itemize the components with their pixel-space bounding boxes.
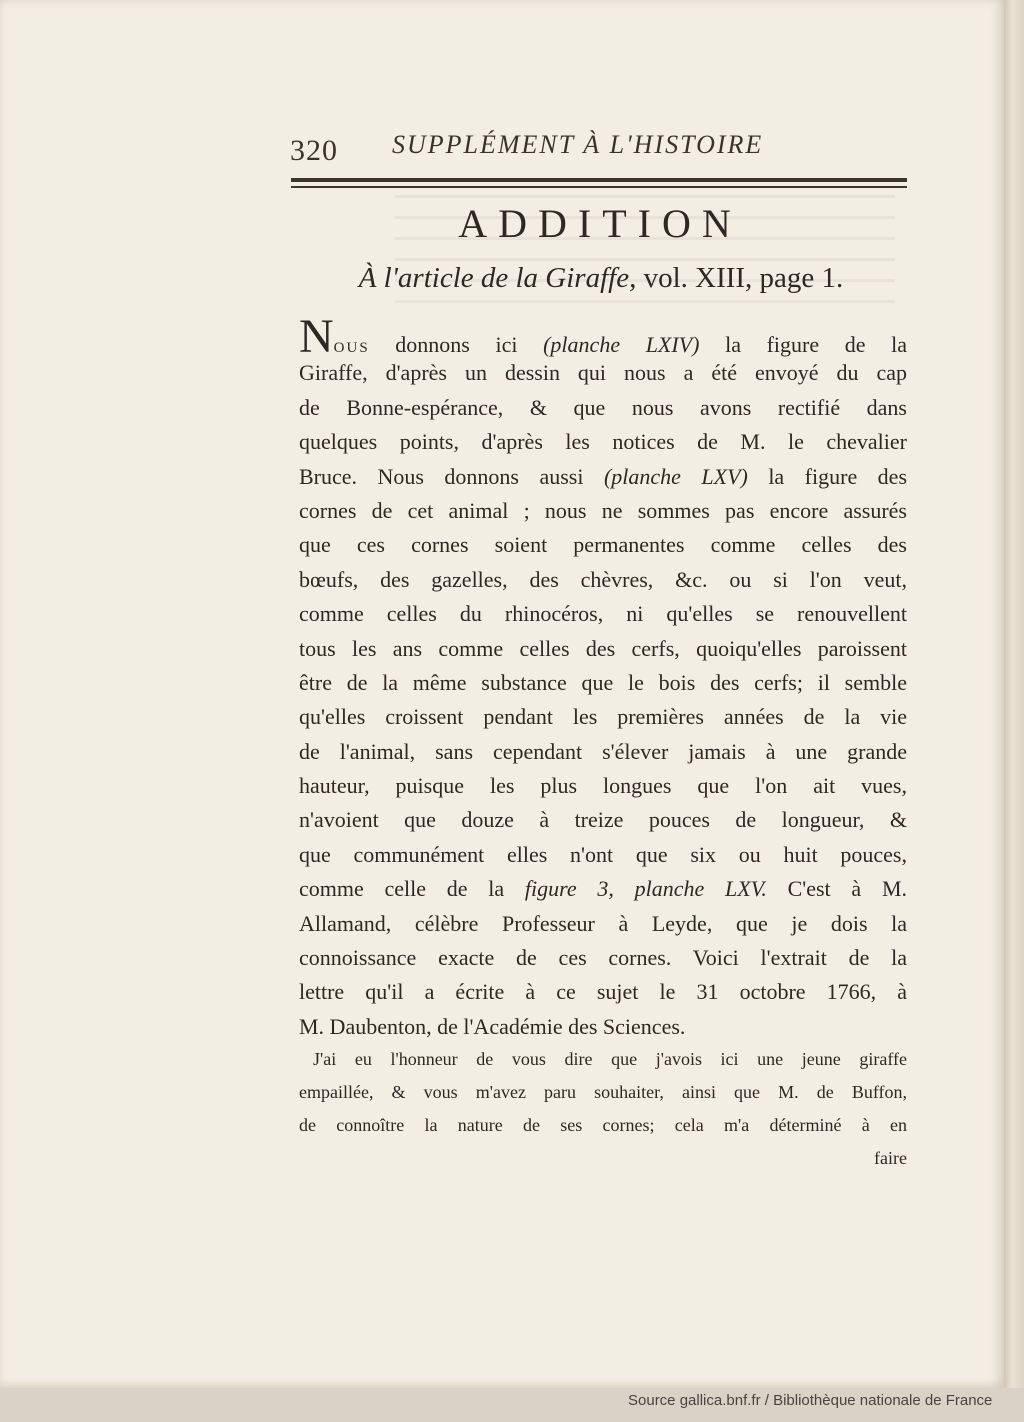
page-edge	[1004, 0, 1024, 1388]
text-line	[299, 907, 907, 941]
italic-text: figure 3, planche LXV.	[524, 876, 767, 902]
text-line	[299, 391, 907, 425]
text-line	[299, 597, 907, 631]
italic-text: (planche LXV)	[603, 463, 748, 489]
quoted-letter	[299, 1043, 907, 1175]
text-line	[299, 528, 907, 562]
roman-text: la figure de la	[699, 332, 907, 357]
italic-text: (planche LXIV)	[543, 332, 700, 357]
text-line	[299, 310, 907, 363]
text-line	[299, 769, 907, 803]
running-title: SUPPLÉMENT À L'HISTOIRE	[392, 130, 764, 159]
quote-line: J'ai eu l'honneur de vous dire que j'avois ici une jeune giraffe	[313, 1049, 907, 1069]
text-line	[299, 1010, 907, 1044]
text-line	[299, 700, 907, 734]
text-line	[299, 356, 907, 390]
subheading-italic: À l'article de la Giraffe,	[358, 262, 637, 294]
roman-text: hauteur, puisque les plus longues que l'on ait vues,	[299, 773, 907, 799]
text-line	[299, 735, 907, 769]
roman-text: M. Daubenton, de l'Académie des Sciences.	[299, 1013, 686, 1039]
section-subheading	[296, 262, 906, 295]
roman-text: que ces cornes soient permanentes comme celles des	[299, 532, 907, 558]
roman-text: tous les ans comme celles des cerfs, quoiqu'elles paroissent	[299, 635, 907, 661]
subheading-roman: vol. XIII, page 1.	[636, 262, 844, 294]
roman-text: la figure des	[747, 463, 908, 489]
text-line	[299, 941, 907, 975]
text-line	[299, 666, 907, 700]
source-credit: Source gallica.bnf.fr / Bibliothèque nationale de France	[628, 1392, 993, 1409]
header-rule-thick	[291, 178, 907, 182]
roman-text: C'est à M.	[766, 876, 908, 902]
roman-text: connoissance exacte de ces cornes. Voici l'extrait de la	[299, 945, 907, 971]
text-line	[299, 975, 907, 1009]
quote-line: de connoître la nature de ses cornes; cela m'a déterminé à en	[299, 1115, 907, 1135]
roman-text: que communément elles n'ont que six ou huit pouces,	[299, 841, 907, 867]
section-heading: ADDITION	[458, 201, 742, 246]
page-number: 320	[290, 134, 338, 167]
roman-text: bœufs, des gazelles, des chèvres, &c. ou si l'on veut,	[299, 566, 907, 592]
roman-text: cornes de cet animal ; nous ne sommes pas encore assurés	[299, 497, 907, 523]
text-line	[299, 803, 907, 837]
roman-text: être de la même substance que le bois des cerfs; il semble	[299, 669, 907, 695]
text-line	[299, 494, 907, 528]
roman-text: de Bonne-espérance, & que nous avons rectifié dans	[299, 394, 907, 420]
body-paragraph	[299, 310, 908, 1044]
text-line	[299, 632, 907, 666]
drop-cap: N	[299, 310, 334, 363]
running-header	[290, 130, 810, 167]
roman-text: Giraffe, d'après un dessin qui nous a été envoyé du cap	[299, 360, 907, 386]
small-caps-text: ous	[333, 332, 370, 357]
quote-line: empaillée, & vous m'avez paru souhaiter, ainsi que M. de Buffon,	[299, 1082, 907, 1102]
text-line	[299, 838, 907, 872]
roman-text: donnons ici	[369, 332, 544, 357]
header-rule-thin	[291, 186, 907, 188]
roman-text: quelques points, d'après les notices de M. le chevalier	[299, 429, 907, 455]
quote-line: faire	[874, 1148, 907, 1168]
text-line	[299, 460, 907, 494]
roman-text: comme celle de la	[299, 876, 525, 902]
text-line	[299, 563, 907, 597]
roman-text: Bruce. Nous donnons aussi	[299, 463, 604, 489]
roman-text: Allamand, célèbre Professeur à Leyde, que je dois la	[299, 910, 907, 936]
roman-text: comme celles du rhinocéros, ni qu'elles se renouvellent	[299, 601, 907, 627]
roman-text: qu'elles croissent pendant les premières années de la vie	[299, 704, 907, 730]
roman-text: n'avoient que douze à treize pouces de longueur, &	[299, 807, 907, 833]
text-line	[299, 425, 907, 459]
roman-text: lettre qu'il a écrite à ce sujet le 31 octobre 1766, à	[299, 979, 907, 1005]
text-line	[299, 872, 907, 906]
roman-text: de l'animal, sans cependant s'élever jamais à une grande	[299, 738, 907, 764]
